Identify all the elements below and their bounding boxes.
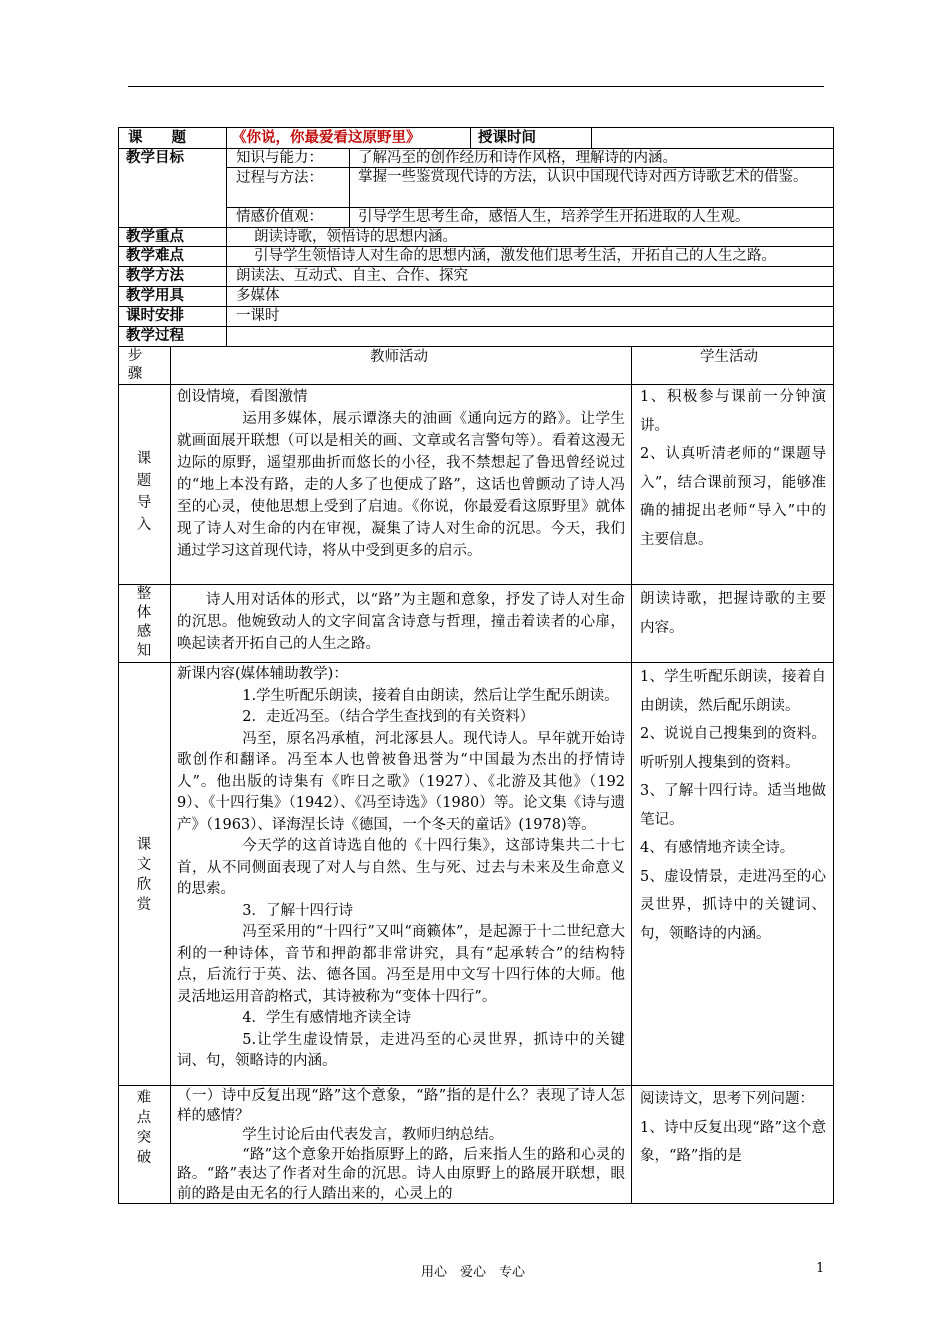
goal-key-process: 过程与方法： [236, 170, 323, 186]
goal-value-knowledge: 了解冯至的创作经历和诗作风格，理解诗的内涵。 [358, 150, 677, 166]
schedule-value: 一课时 [236, 308, 280, 324]
key-point-label: 教学重点 [126, 229, 184, 245]
student-header: 学生活动 [700, 349, 758, 365]
teacher-activity-breakthrough: （一）诗中反复出现“路”这个意象，“路”指的是什么？表现了诗人怎样的感情？ 学生讨论后由代表发言，教师归纳总结。 “路”这个意象开始指原野上的路，后来指人生的路和心灵的路。“路”表达了作者对生命的沉思。诗人由原野上的路展开联想，眼前的路是由无名的行人踏出来的，心灵上的 [177, 1088, 625, 1202]
goal-key-emotion: 情感价值观： [236, 209, 323, 225]
goal-value-emotion: 引导学生思考生命，感悟人生，培养学生开拓进取的人生观。 [358, 209, 750, 225]
student-activity-overview: 朗读诗歌，把握诗歌的主要内容。 [640, 591, 826, 636]
step-name-breakthrough: 难点突破 [136, 1090, 152, 1166]
student-activity-appreciation: 1、学生听配乐朗读，接着自由朗读，然后配乐朗读。 2、说说自己搜集到的资料。听听别人搜集到的资料。 3、了解十四行诗。适当地做笔记。 4、有感情地齐读全诗。 5、虚设情景，走进冯至的心灵世界，抓诗中的关键词、句，领略诗的内涵。 [640, 669, 826, 942]
goal-key-knowledge: 知识与能力： [236, 150, 323, 166]
step-name-intro: 课题导入 [136, 451, 152, 533]
difficulty-value: 引导学生领悟诗人对生命的思想内涵，激发他们思考生活，开拓自己的人生之路。 [254, 248, 776, 264]
header-rule [128, 86, 824, 87]
student-activity-breakthrough: 阅读诗文，思考下列问题： 1、诗中反复出现“路”这个意象，“路”指的是 [640, 1091, 826, 1164]
teacher-activity-intro: 创设情境，看图激情 运用多媒体，展示谭涤夫的油画《通向远方的路》。让学生就画面展开联想（可以是相关的画、文章或名言警句等）。看着这漫无边际的原野，遥望那曲折而悠长的小径，我不禁想起了鲁迅曾经说过的“地上本没有路，走的人多了也便成了路”，这话也曾颤动了诗人冯至的心灵，使他思想上受到了启迪。《你说，你最爱看这原野里》就体现了诗人对生命的内在审视，凝集了诗人对生命的沉思。今天，我们通过学习这首现代诗，将从中受到更多的启示。 [177, 389, 625, 559]
tools-value: 多媒体 [236, 288, 280, 304]
teacher-header: 教师活动 [370, 349, 428, 365]
time-label: 授课时间 [478, 130, 536, 146]
step-header: 步骤 [127, 348, 143, 382]
topic-label: 课 题 [128, 130, 186, 146]
teacher-activity-overview: 诗人用对话体的形式，以“路”为主题和意象，抒发了诗人对生命的沉思。他婉致动人的文字间富含诗意与哲理，撞击着读者的心扉，唤起读者开拓自己的人生之路。 [177, 592, 625, 652]
student-activity-intro: 1、积极参与课前一分钟演讲。 2、认真听清老师的“课题导入”，结合课前预习，能够准确的捕捉出老师“导入”中的主要信息。 [640, 389, 826, 548]
method-label: 教学方法 [126, 268, 184, 284]
step-name-appreciation: 课文欣赏 [136, 837, 152, 913]
difficulty-label: 教学难点 [126, 248, 184, 264]
key-point-value: 朗读诗歌，领悟诗的思想内涵。 [254, 229, 457, 245]
topic-title: 《你说，你最爱看这原野里》 [232, 130, 421, 146]
schedule-label: 课时安排 [126, 308, 184, 324]
step-name-overview: 整体感知 [136, 586, 152, 659]
page-number: 1 [816, 1261, 825, 1276]
footer-slogan: 用心 爱心 专心 [421, 1265, 526, 1280]
method-value: 朗读法、互动式、自主、合作、探究 [236, 268, 468, 284]
goal-value-process: 掌握一些鉴赏现代诗的方法，认识中国现代诗对西方诗歌艺术的借鉴。 [358, 169, 808, 185]
process-label: 教学过程 [126, 328, 184, 344]
goals-label: 教学目标 [126, 150, 184, 166]
tools-label: 教学用具 [126, 288, 184, 304]
teacher-activity-appreciation: 新课内容(媒体辅助教学)： 1.学生听配乐朗读，接着自由朗读，然后让学生配乐朗读。 2．走近冯至。（结合学生查找到的有关资料） 冯至，原名冯承植，河北涿县人。现代诗人。早年就开始诗歌创作和翻译。冯至本人也曾被鲁迅誉为“中国最为杰出的抒情诗人”。他出版的诗集有《昨日之歌》（1927）、《北游及其他》（1929）、《十四行集》（1942）、《冯至诗选》（1980）等。论文集《诗与遗产》（1963）、译海涅长诗《德国，一个冬天的童话》(1978)等。 今天学的这首诗选自他的《十四行集》，这部诗集共二十七首，从不同侧面表现了对人与自然、生与死、过去与未来及生命意义的思索。 3．了解十四行诗 冯至采用的“十四行”又叫“商籁体”，是起源于十二世纪意大利的一种诗体，音节和押韵都非常讲究，具有“起承转合”的结构特点，后流行于英、法、德各国。冯至是用中文写十四行体的大师。他灵活地运用音韵格式，其诗被称为“变体十四行”。 4．学生有感情地齐读全诗 5.让学生虚设情景，走进冯至的心灵世界，抓诗中的关键词、句，领略诗的内涵。 [177, 666, 625, 1069]
